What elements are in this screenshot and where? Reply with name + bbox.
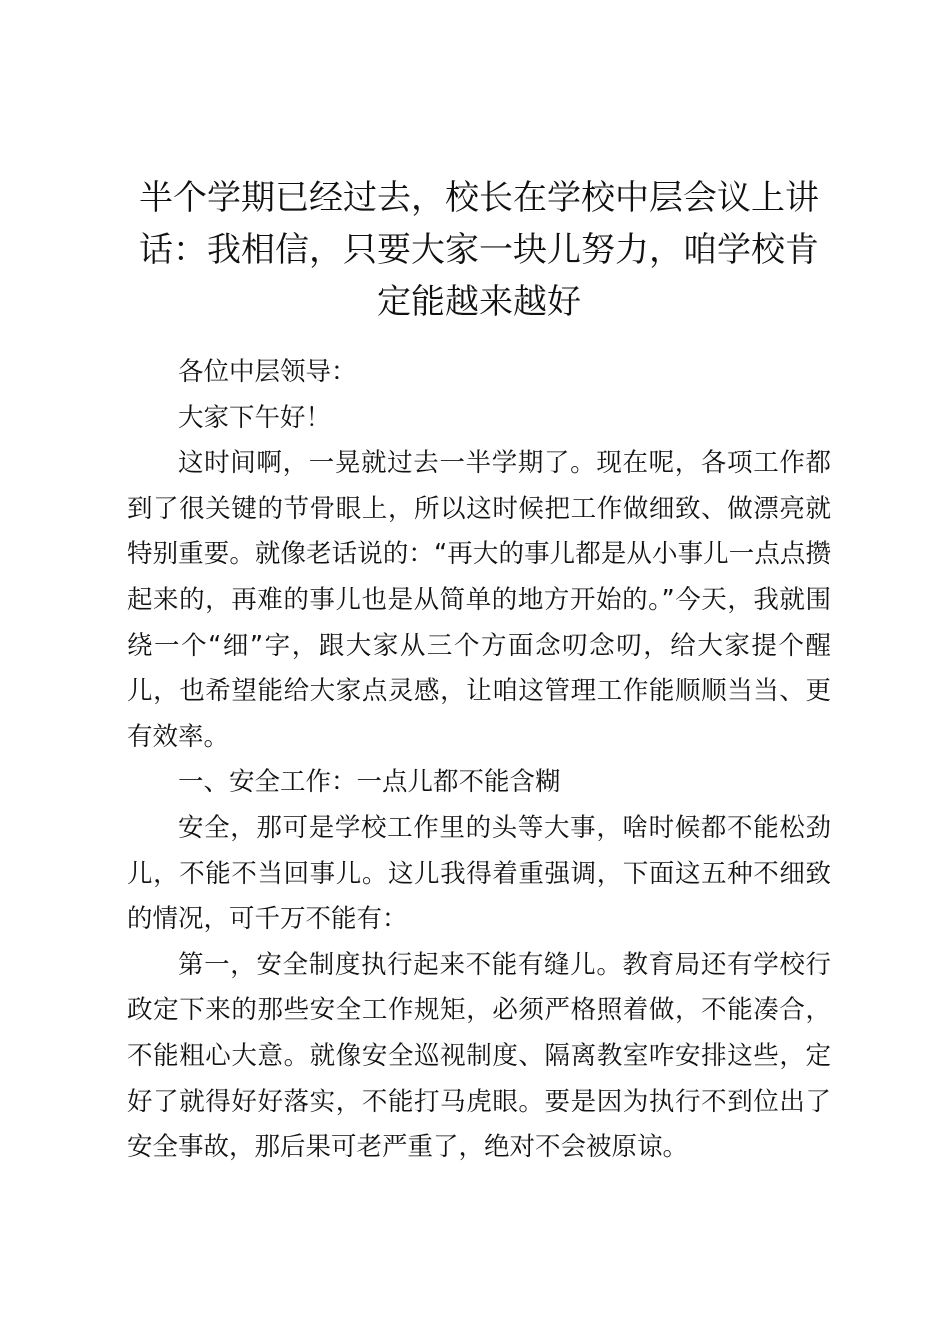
- paragraph-safety-overview: 安全，那可是学校工作里的头等大事，啥时候都不能松劲儿，不能不当回事儿。这儿我得着重强调，下面这五种不细致的情况，可千万不能有：: [127, 812, 831, 935]
- document-title: 半个学期已经过去，校长在学校中层会议上讲话：我相信，只要大家一块儿努力，咱学校肯定能越来越好: [139, 178, 819, 322]
- section-heading-safety: 一、安全工作：一点儿都不能含糊: [178, 767, 561, 798]
- paragraph-intro: 这时间啊，一晃就过去一半学期了。现在呢，各项工作都到了很关键的节骨眼上，所以这时候把工作做细致、做漂亮就特别重要。就像老话说的：“再大的事儿都是从小事儿一点点攒起来的，再难的事儿也是从简单的地方开始的。”今天，我就围绕一个“细”字，跟大家从三个方面念叨念叨，给大家提个醒儿，也希望能给大家点灵感，让咱这管理工作能顺顺当当、更有效率。: [127, 448, 831, 752]
- document-page: [127, 172, 831, 1171]
- paragraph-safety-first-point: 第一，安全制度执行起来不能有缝儿。教育局还有学校行政定下来的那些安全工作规矩，必须严格照着做，不能凑合，不能粗心大意。就像安全巡视制度、隔离教室咋安排这些，定好了就得好好落实，不能打马虎眼。要是因为执行不到位出了安全事故，那后果可老严重了，绝对不会被原谅。: [127, 949, 831, 1163]
- paragraph-greeting: 大家下午好！: [178, 402, 332, 433]
- paragraph-salutation: 各位中层领导：: [178, 357, 357, 387]
